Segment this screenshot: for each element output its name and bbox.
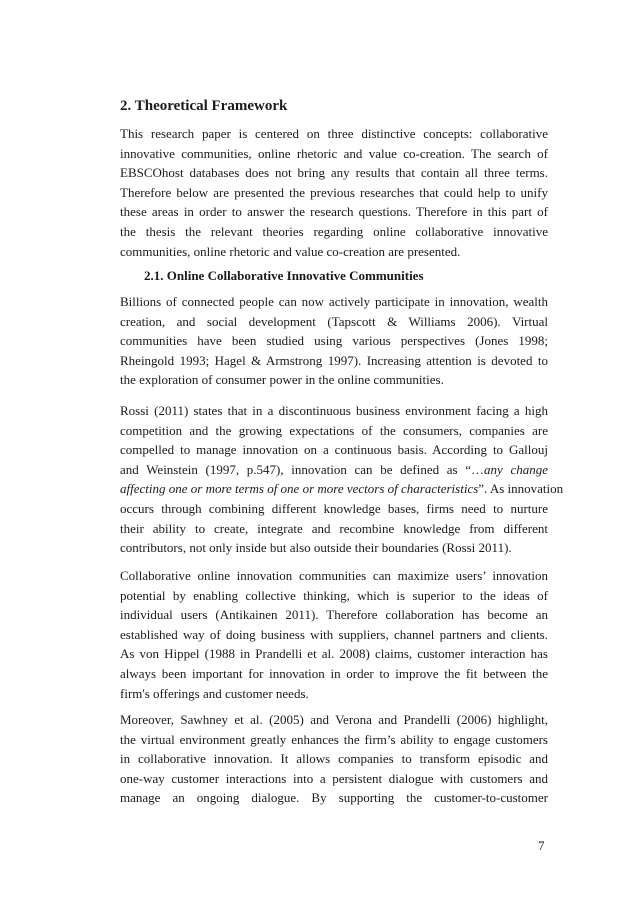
section-heading: 2. Theoretical Framework <box>120 98 288 114</box>
text-line: compelled to manage innovation on a continuous basis. According to Gallouj <box>120 442 548 458</box>
text-line: the thesis the relevant theories regarding online collaborative innovative <box>120 223 548 239</box>
text-line: Moreover, Sawhney et al. (2005) and Verona and Prandelli (2006) highlight, <box>120 712 548 727</box>
text-line: innovative communities, online rhetoric and value co-creation. The search of <box>120 145 548 161</box>
intro-paragraph <box>120 124 548 261</box>
text-line: Collaborative online innovation communities can maximize users’ innovation <box>120 568 548 583</box>
text-line: EBSCOhost databases does not bring any results that contain all three terms. <box>120 165 548 181</box>
text-line: the exploration of consumer power in the online communities. <box>120 372 444 388</box>
paragraph-2 <box>120 401 564 558</box>
text-line: manage an ongoing dialogue. By supporting the customer-to-customer <box>120 790 548 806</box>
text-line: communities have been studied using various perspectives (Jones 1998; <box>120 333 548 349</box>
text-line: occurs through combining different knowledge bases, firms need to nurture <box>120 500 548 516</box>
text-line: their ability to create, integrate and recombine knowledge from different <box>120 520 548 536</box>
text-line: Billions of connected people can now actively participate in innovation, wealth <box>120 294 548 309</box>
text-line: one-way customer interactions into a persistent dialogue with customers and <box>120 770 548 786</box>
text-line: individual users (Antikainen 2011). Therefore collaboration has become an <box>120 607 548 623</box>
text-line: the virtual environment greatly enhances the firm’s ability to engage customers <box>120 731 548 747</box>
text-line <box>120 479 564 499</box>
text-line: Rossi (2011) states that in a discontinuous business environment facing a high <box>120 403 548 418</box>
page-number: 7 <box>538 838 545 853</box>
italic-quote: any change <box>484 461 548 477</box>
text-line: creation, and social development (Tapscott & Williams 2006). Virtual <box>120 313 548 329</box>
italic-quote: affecting one or more terms of one or more vectors of characteristics <box>120 481 479 497</box>
text-fragment: ”. As innovation <box>478 481 564 497</box>
text-line: these areas in order to answer the research questions. Therefore in this part of <box>120 204 548 220</box>
text-line: competition and the growing expectations of the consumers, companies are <box>120 422 548 438</box>
text-line: in collaborative innovation. It allows companies to transform episodic and <box>120 751 548 767</box>
paragraph-3 <box>120 566 548 703</box>
paragraph-4 <box>120 710 548 808</box>
text-line: contributors, not only inside but also outside their boundaries (Rossi 2011). <box>120 540 512 556</box>
text-line <box>120 460 548 480</box>
text-line: As von Hippel (1988 in Prandelli et al. 2008) claims, customer interaction has <box>120 646 548 662</box>
text-line: Therefore below are presented the previous researches that could help to unify <box>120 184 548 200</box>
subsection-heading: 2.1. Online Collaborative Innovative Communities <box>144 268 424 283</box>
text-line: communities, online rhetoric and value co-creation are presented. <box>120 243 461 259</box>
text-line: Rheingold 1993; Hagel & Armstrong 1997). Increasing attention is devoted to <box>120 352 548 368</box>
text-line: potential by enabling collective thinking, which is superior to the ideas of <box>120 587 548 603</box>
text-line: established way of doing business with suppliers, channel partners and clients. <box>120 626 548 642</box>
paragraph-1 <box>120 292 548 390</box>
text-line: always been important for innovation in order to improve the fit between the <box>120 665 548 681</box>
text-fragment: and Weinstein (1997, p.547), innovation can be defined as “… <box>120 461 485 477</box>
text-line: firm's offerings and customer needs. <box>120 685 309 701</box>
text-line: This research paper is centered on three distinctive concepts: collaborative <box>120 126 548 141</box>
